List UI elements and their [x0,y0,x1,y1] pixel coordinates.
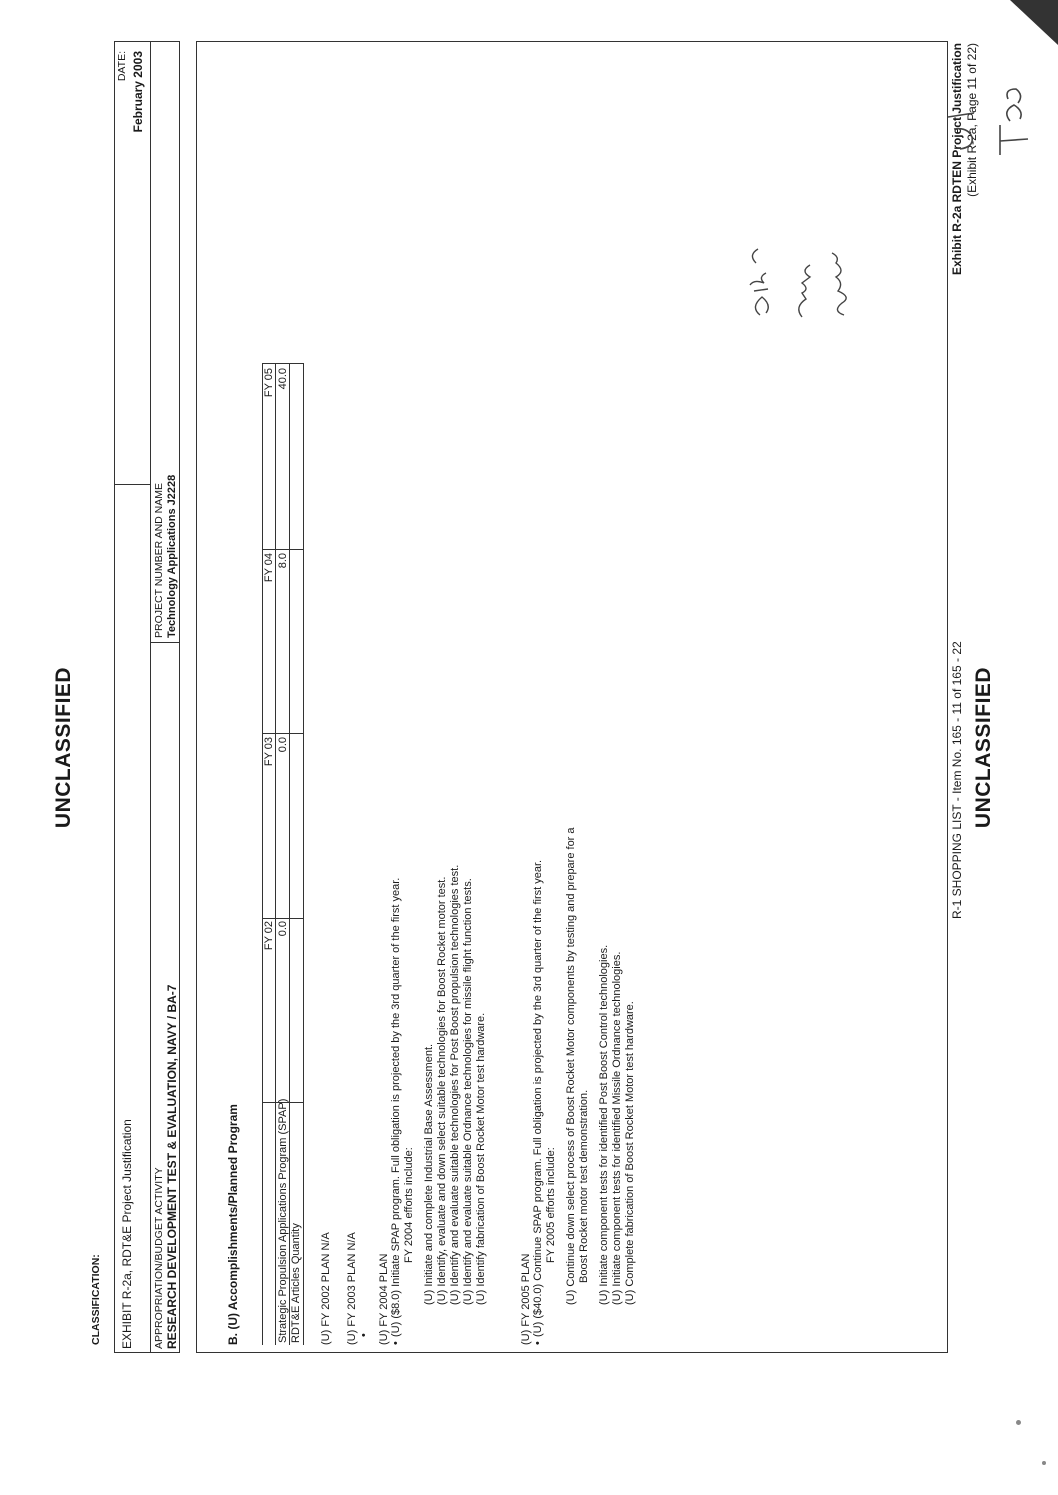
plan-item: (U) Initiate component tests for identified Missile Ordnance technologies. [611,951,623,1305]
scan-corner-shadow [1010,0,1058,45]
appropriation-value: RESEARCH DEVELOPMENT TEST & EVALUATION, NAVY / BA-7 [165,984,179,1349]
project-label: PROJECT NUMBER AND NAME [153,483,165,638]
plan-fy2003: (U) FY 2003 PLAN N/A [346,1232,358,1345]
handwritten-initials-marks [940,65,1040,165]
plan-item: (U) Identify and evaluate suitable Ordnance technologies for missile flight function tests. [462,878,474,1305]
plan-fy2005-subheading: FY 2005 efforts include: [545,1147,557,1263]
bullet-icon: • [358,1333,370,1337]
project-divider [150,642,179,643]
date-divider [114,484,151,485]
table-rule [262,363,263,1345]
section-title: B. (U) Accomplishments/Planned Program [226,1104,240,1345]
classification-banner-top: UNCLASSIFIED [52,666,75,829]
scan-speck [1042,1461,1046,1465]
row-label: RDT&E Articles Quantity [290,1223,302,1343]
scan-speck [1016,1420,1021,1425]
classification-banner-bottom: UNCLASSIFIED [972,666,995,829]
table-rule [303,363,304,1345]
exhibit-title: EXHIBIT R-2a, RDT&E Project Justification [120,1119,134,1349]
plan-fy2005-bullet: (U) ($40.0) Continue SPAP program. Full obligation is projected by the 3rd quarter of the first year. [532,859,544,1337]
column-header: FY 03 [263,737,275,767]
plan-item: (U) Initiate component tests for identified Post Boost Control technologies. [598,944,610,1305]
date-label: DATE: [116,51,128,82]
handwritten-note-marks [740,185,900,325]
column-header: FY 04 [263,553,275,583]
plan-fy2004-bullet: (U) ($8.0) Initiate SPAP program. Full obligation is projected by the 3rd quarter of the first year. [390,877,402,1337]
plan-item: (U) Identify and evaluate suitable technologies for Post Boost propulsion technologies test. [449,864,461,1305]
plan-item: Boost Rocket motor test demonstration. [578,1089,590,1283]
bullet-icon: • [390,1341,402,1345]
bullet-icon: • [532,1341,544,1345]
plan-fy2005-heading: (U) FY 2005 PLAN [520,1253,532,1345]
cell-value: 0.0 [277,737,289,753]
table-rule [289,363,290,1345]
table-vrule [262,918,303,919]
appropriation-label: APPROPRIATION/BUDGET ACTIVITY [153,1167,165,1349]
table-vrule [262,363,303,364]
header-divider [150,42,151,1353]
cell-value: 0.0 [277,921,289,937]
date-value: February 2003 [131,51,145,133]
plan-fy2004-heading: (U) FY 2004 PLAN [378,1253,390,1345]
row-label: Strategic Propulsion Applications Program (SPAP) [277,1098,289,1343]
footer-page-number: (Exhibit R-2a, Page 11 of 22) [965,43,979,197]
plan-item: (U) Identify fabrication of Boost Rocket Motor test hardware. [475,1012,487,1305]
plan-item: (U) Continue down select process of Boost Rocket Motor components by testing and prepare for a [565,827,577,1305]
plan-fy2002: (U) FY 2002 PLAN N/A [320,1232,332,1345]
shopping-list-reference: R-1 SHOPPING LIST - Item No. 165 - 11 of 165 - 22 [950,641,964,919]
footer-exhibit-title: Exhibit R-2a RDTEN Project Justification [950,43,964,276]
column-header: FY 02 [263,921,275,951]
project-value: Technology Applications J2228 [166,474,178,638]
column-header: FY 05 [263,368,275,398]
plan-item: (U) Initiate and complete Industrial Base Assessment. [423,1043,435,1305]
table-rule [275,363,276,1345]
plan-item: (U) Identify, evaluate and down select suitable technologies for Boost Rocket motor test. [436,876,448,1305]
cell-value: 8.0 [277,553,289,569]
table-vrule [262,549,303,550]
table-vrule [262,733,303,734]
plan-fy2004-subheading: FY 2004 efforts include: [403,1147,415,1263]
plan-item: (U) Complete fabrication of Boost Rocket Motor test hardware. [624,1001,636,1305]
classification-label: CLASSIFICATION: [90,1254,102,1345]
cell-value: 40.0 [277,368,289,390]
